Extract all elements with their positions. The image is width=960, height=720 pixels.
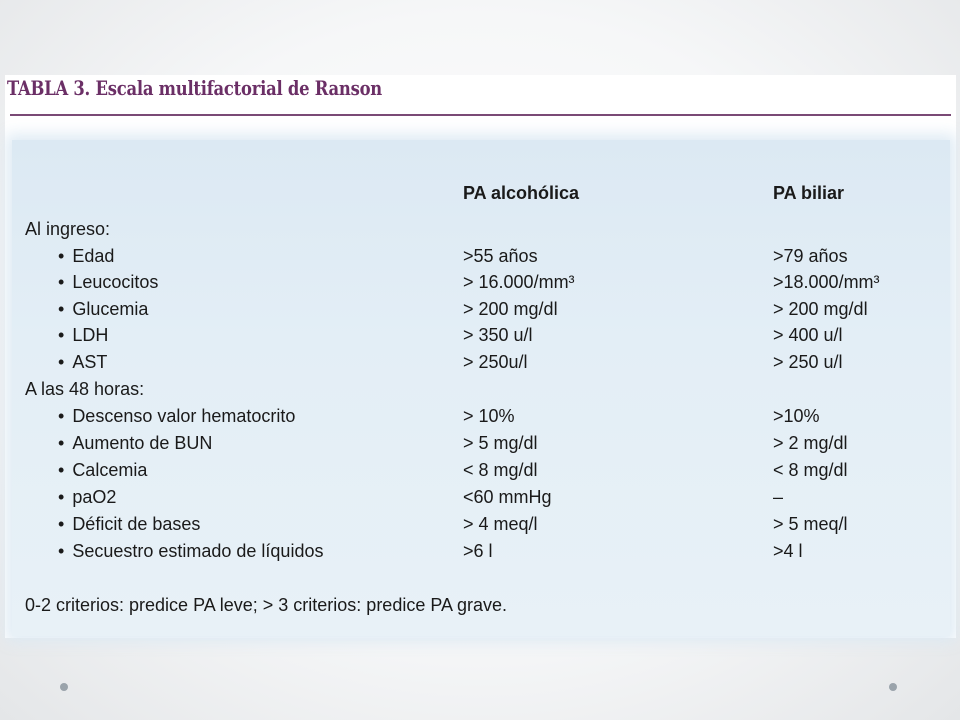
value-hematocrito-alcoholica: > 10%: [463, 406, 515, 426]
value-hematocrito-biliar: >10%: [773, 406, 820, 426]
criterion-ast: • AST: [58, 351, 107, 373]
value-deficit-bases-alcoholica: > 4 meq/l: [463, 514, 538, 534]
value-calcemia-alcoholica: < 8 mg/dl: [463, 460, 538, 480]
criterion-secuestro-liquidos: • Secuestro estimado de líquidos: [58, 540, 323, 562]
title-divider: [10, 114, 951, 116]
criterion-hematocrito: • Descenso valor hematocrito: [58, 405, 295, 427]
table-title: TABLA 3. Escala multifactorial de Ranson: [7, 76, 382, 100]
value-edad-alcoholica: >55 años: [463, 246, 538, 266]
value-pao2-alcoholica: <60 mmHg: [463, 487, 552, 507]
table-footer-note: 0-2 criterios: predice PA leve; > 3 criterios: predice PA grave.: [25, 595, 508, 615]
criterion-deficit-bases: • Déficit de bases: [58, 513, 200, 535]
value-leucocitos-biliar: >18.000/mm³: [773, 272, 880, 292]
value-bun-alcoholica: > 5 mg/dl: [463, 433, 538, 453]
value-ldh-biliar: > 400 u/l: [773, 325, 843, 345]
value-ast-alcoholica: > 250u/l: [463, 352, 528, 372]
value-pao2-biliar: –: [773, 487, 784, 507]
criterion-leucocitos: • Leucocitos: [58, 271, 158, 293]
value-bun-biliar: > 2 mg/dl: [773, 433, 848, 453]
value-secuestro-liquidos-alcoholica: >6 l: [463, 541, 493, 561]
criterion-glucemia: • Glucemia: [58, 298, 148, 320]
criterion-ldh: • LDH: [58, 324, 108, 346]
value-glucemia-biliar: > 200 mg/dl: [773, 299, 868, 319]
header-pa-alcoholica: PA alcohólica: [463, 183, 580, 203]
value-calcemia-biliar: < 8 mg/dl: [773, 460, 848, 480]
criterion-bun: • Aumento de BUN: [58, 432, 212, 454]
section-label-48-horas: A las 48 horas:: [25, 379, 145, 399]
criterion-calcemia: • Calcemia: [58, 459, 147, 481]
value-deficit-bases-biliar: > 5 meq/l: [773, 514, 848, 534]
value-secuestro-liquidos-biliar: >4 l: [773, 541, 803, 561]
slide-dot-left: [60, 683, 68, 691]
criterion-edad: • Edad: [58, 245, 114, 267]
value-ast-biliar: > 250 u/l: [773, 352, 843, 372]
value-edad-biliar: >79 años: [773, 246, 848, 266]
section-label-ingreso: Al ingreso:: [25, 219, 111, 239]
slide-dot-right: [889, 683, 897, 691]
value-glucemia-alcoholica: > 200 mg/dl: [463, 299, 558, 319]
value-leucocitos-alcoholica: > 16.000/mm³: [463, 272, 575, 292]
criterion-pao2: • paO2: [58, 486, 116, 508]
value-ldh-alcoholica: > 350 u/l: [463, 325, 533, 345]
header-pa-biliar: PA biliar: [773, 183, 845, 203]
